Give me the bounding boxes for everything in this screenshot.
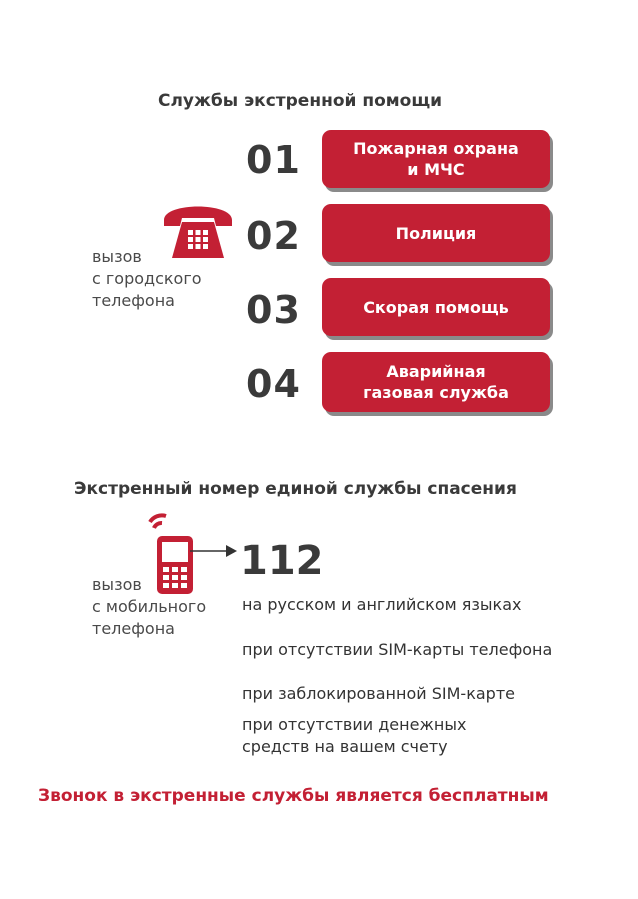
call-label-line: с мобильного bbox=[92, 597, 207, 616]
service-badge-fire: Пожарная охрана и МЧС bbox=[322, 130, 550, 188]
service-number-02: 02 bbox=[246, 214, 301, 258]
section2-title: Экстренный номер единой службы спасения bbox=[74, 479, 517, 499]
service-badge-ambulance: Скорая помощь bbox=[322, 278, 550, 336]
call-label-line: с городского bbox=[92, 269, 202, 288]
service-number-04: 04 bbox=[246, 362, 301, 406]
emergency-number-112: 112 bbox=[240, 538, 324, 584]
call-label-line: вызов bbox=[92, 247, 142, 266]
call-label-line: вызов bbox=[92, 575, 142, 594]
service-badge-police: Полиция bbox=[322, 204, 550, 262]
condition-no-funds: при отсутствии денежных средств на вашем счету bbox=[242, 715, 467, 756]
service-number-03: 03 bbox=[246, 288, 301, 332]
landline-call-label bbox=[92, 246, 202, 312]
call-label-line: телефона bbox=[92, 619, 175, 638]
service-badge-gas: Аварийная газовая служба bbox=[322, 352, 550, 412]
call-label-line: телефона bbox=[92, 291, 175, 310]
mobile-call-label bbox=[92, 574, 206, 640]
service-number-01: 01 bbox=[246, 138, 301, 182]
arrow-right-icon bbox=[190, 544, 238, 558]
section1-title: Службы экстренной помощи bbox=[158, 91, 443, 111]
condition-languages: на русском и английском языках bbox=[242, 595, 522, 614]
free-call-notice: Звонок в экстренные службы является бесплатным bbox=[38, 786, 549, 806]
condition-locked-sim: при заблокированной SIM-карте bbox=[242, 684, 515, 703]
condition-no-sim: при отсутствии SIM-карты телефона bbox=[242, 640, 553, 659]
